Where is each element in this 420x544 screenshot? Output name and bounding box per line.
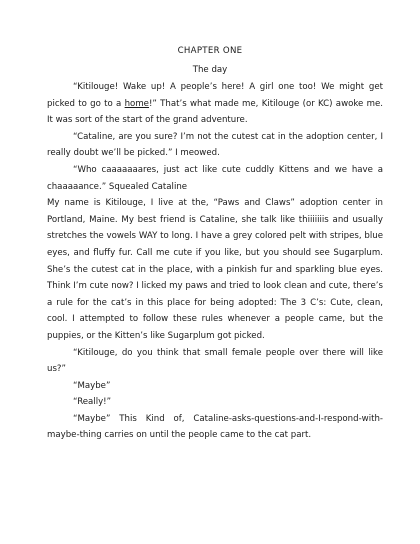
paragraph-dialogue: “Kitilouge, do you think that small female people over there will like us?”: [47, 347, 383, 375]
chapter-subtitle: The day: [192, 65, 228, 75]
paragraph-narration: My name is Kitilouge, I live at the, “Paws and Claws” adoption center in Portland, Maine. My best friend is Cataline, she talk like thiiiiiiis and usually stretches the vowels WAY to long. I have a grey colored pelt with stripes, blue eyes, and fluffy fur. Call me cute if you like, but you should see Sugarplum. She’s the cutest cat in the place, with a pinkish fur and sparkling blue eyes. Think I’m cute now? I licked my paws and tried to look clean and cute, there’s a rule for the cat’s in this place for being adopted: The 3 C’s: Cute, clean, cool. I attempted to follow these rules whenever a people came, but the puppies, or the Kitten’s like Sugarplum got picked.: [47, 198, 383, 341]
story-body: [47, 79, 383, 444]
chapter-title: CHAPTER ONE: [177, 46, 243, 56]
paragraph-text: !” That’s what made me, Kitilouge (or KC) awoke me. It was sort of the start of the grand adventure.: [47, 98, 383, 126]
underlined-word: home: [124, 98, 149, 109]
paragraph-dialogue: “Maybe” This Kind of, Cataline-asks-questions-and-I-respond-with-maybe-thing carries on until the people came to the cat part.: [47, 413, 383, 441]
paragraph-wake-up: [47, 79, 383, 129]
paragraph-dialogue: “Who caaaaaaares, just act like cute cuddly Kittens and we have a chaaaaance.” Squealed Cataline: [47, 164, 383, 192]
paragraph-dialogue: “Really!”: [73, 397, 112, 408]
paragraph-dialogue: “Maybe”: [73, 380, 111, 391]
paragraph-dialogue: “Cataline, are you sure? I’m not the cutest cat in the adoption center, I really doubt we’ll be picked.” I meowed.: [47, 131, 383, 159]
paragraph-text: “Kitilouge! Wake up! A people’s here! A girl one too! We might get picked to go to a: [47, 82, 383, 109]
